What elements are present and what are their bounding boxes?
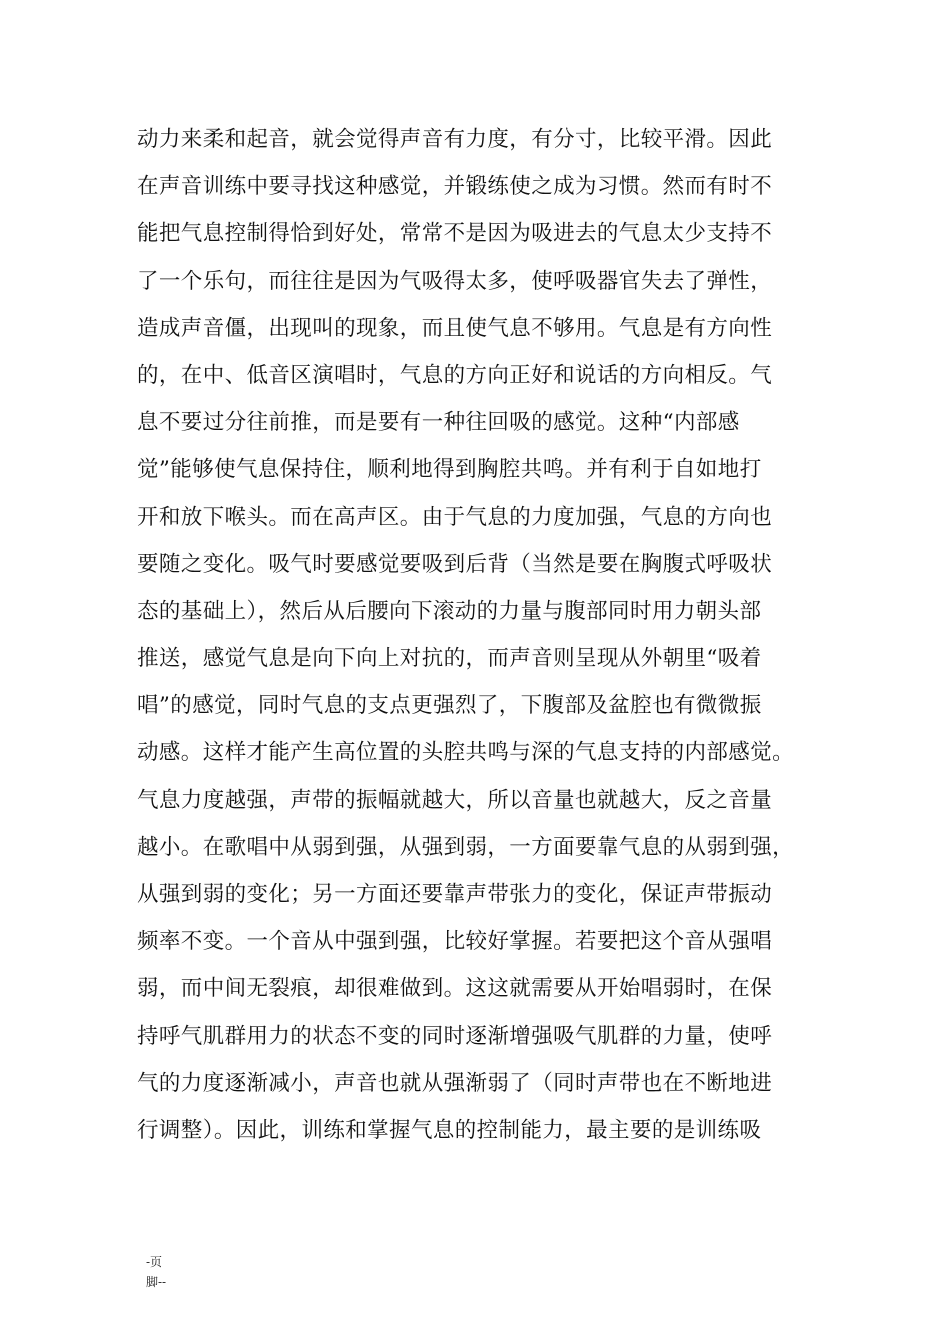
text-line: 息不要过分往前推，而是要有一种往回吸的感觉。这种“内部感 <box>137 410 740 436</box>
text-line: 能把气息控制得恰到好处，常常不是因为吸进去的气息太少支持不 <box>137 221 773 247</box>
text-line: 推送，感觉气息是向下向上对抗的，而声音则呈现从外朝里“吸着 <box>137 646 762 672</box>
text-line: 造成声音僵，出现叫的现象，而且使气息不够用。气息是有方向性 <box>137 315 773 341</box>
text-line: 了一个乐句，而往往是因为气吸得太多，使呼吸器官失去了弹性， <box>137 268 773 294</box>
text-line: 越小。在歌唱中从弱到强，从强到弱，一方面要靠气息的从弱到强， <box>137 834 795 860</box>
body-paragraph <box>137 116 837 1154</box>
text-line: 持呼气肌群用力的状态不变的同时逐渐增强吸气肌群的力量，使呼 <box>137 1023 773 1049</box>
text-line: 频率不变。一个音从中强到强，比较好掌握。若要把这个音从强唱 <box>137 929 773 955</box>
footer-line-2: 脚-- <box>146 1275 167 1289</box>
text-line: 气的力度逐渐减小，声音也就从强渐弱了（同时声带也在不断地进 <box>137 1070 773 1096</box>
text-line: 唱”的感觉，同时气息的支点更强烈了，下腹部及盆腔也有微微振 <box>137 693 762 719</box>
text-line: 在声音训练中要寻找这种感觉，并锻练使之成为习惯。然而有时不 <box>137 174 773 200</box>
text-line: 开和放下喉头。而在高声区。由于气息的力度加强，气息的方向也 <box>137 504 773 530</box>
text-line: 从强到弱的变化；另一方面还要靠声带张力的变化，保证声带振动 <box>137 882 773 907</box>
text-line: 行调整）。因此，训练和掌握气息的控制能力，最主要的是训练吸 <box>137 1117 762 1143</box>
page-footer <box>146 1252 166 1292</box>
text-line: 弱，而中间无裂痕，却很难做到。这这就需要从开始唱弱时，在保 <box>137 976 773 1002</box>
text-line: 动力来柔和起音，就会觉得声音有力度，有分寸，比较平滑。因此 <box>137 127 773 152</box>
text-line: 要随之变化。吸气时要感觉要吸到后背（当然是要在胸腹式呼吸状 <box>137 551 773 577</box>
text-line: 觉”能够使气息保持住，顺利地得到胸腔共鸣。并有利于自如地打 <box>137 457 762 483</box>
text-line: 态的基础上），然后从后腰向下滚动的力量与腹部同时用力朝头部 <box>137 598 762 624</box>
text-line: 的，在中、低音区演唱时，气息的方向正好和说话的方向相反。气 <box>137 362 773 388</box>
footer-line-1: -页 <box>146 1255 163 1269</box>
text-line: 动感。这样才能产生高位置的头腔共鸣与深的气息支持的内部感觉。 <box>137 740 795 766</box>
text-line: 气息力度越强，声带的振幅就越大，所以音量也就越大，反之音量 <box>137 787 773 813</box>
